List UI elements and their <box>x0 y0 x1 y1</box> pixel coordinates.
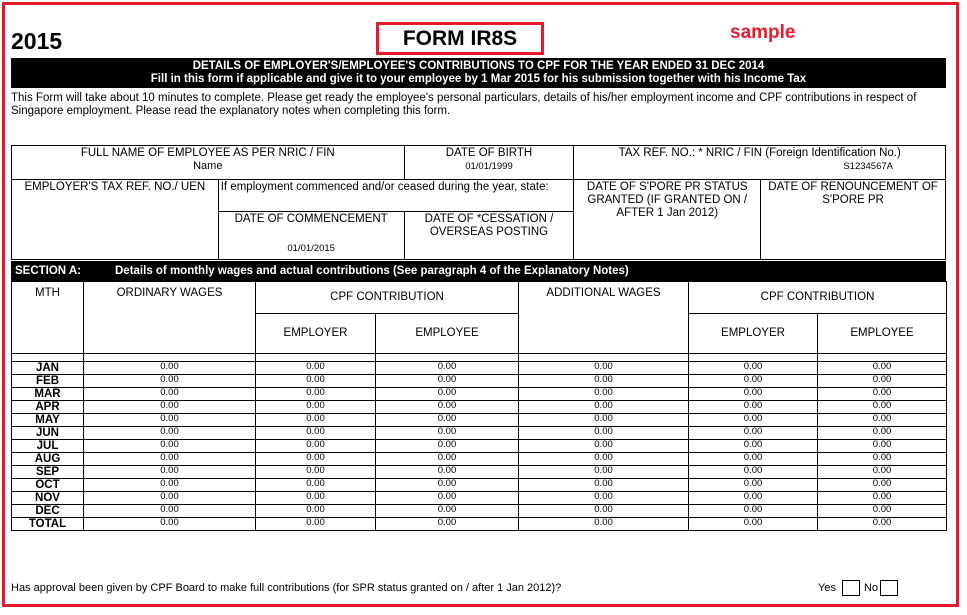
aw-cpf-employer-value[interactable]: 0.00 <box>689 492 818 505</box>
cpf-employer-value[interactable]: 0.00 <box>256 479 376 492</box>
additional-wages-value[interactable]: 0.00 <box>519 440 689 453</box>
ordinary-wages-value[interactable]: 0.00 <box>84 414 256 427</box>
cpf-employer-value[interactable]: 0.00 <box>256 362 376 375</box>
cpf-employer-value[interactable]: 0.00 <box>256 453 376 466</box>
table-row <box>12 466 947 479</box>
month-label: OCT <box>12 479 84 492</box>
aw-cpf-employer-value[interactable]: 0.00 <box>689 427 818 440</box>
tax-ref-value: S1234567A <box>843 161 893 172</box>
pr-renunciation-label: DATE OF RENOUNCEMENT OF S'PORE PR <box>768 181 938 206</box>
aw-cpf-employee-value[interactable]: 0.00 <box>818 414 947 427</box>
employee-name-label: FULL NAME OF EMPLOYEE AS PER NRIC / FIN <box>80 147 335 159</box>
additional-wages-value[interactable]: 0.00 <box>519 518 689 531</box>
additional-wages-value[interactable]: 0.00 <box>519 427 689 440</box>
cpf-employee-value[interactable]: 0.00 <box>376 440 519 453</box>
cpf-employer-value[interactable]: 0.00 <box>256 388 376 401</box>
particulars-table <box>11 145 946 260</box>
table-row <box>12 414 947 427</box>
month-label: JAN <box>12 362 84 375</box>
intro-text: This Form will take about 10 minutes to complete. Please get ready the employee's personal particulars, details of his/her employment income and CPF contributions in respect of Singapore employment. Please read the explanatory notes when completing this form. <box>11 92 917 117</box>
cpf-employee-value[interactable]: 0.00 <box>376 505 519 518</box>
cpf-employer-value[interactable]: 0.00 <box>256 492 376 505</box>
aw-cpf-employer-value[interactable]: 0.00 <box>689 453 818 466</box>
dob-value: 01/01/1999 <box>465 161 513 172</box>
commencement-value: 01/01/2015 <box>287 243 335 254</box>
cpf-employer-value[interactable]: 0.00 <box>256 505 376 518</box>
aw-cpf-employee-value[interactable]: 0.00 <box>818 401 947 414</box>
table-row <box>12 427 947 440</box>
employment-note: If employment commenced and/or ceased during the year, state: <box>220 181 549 193</box>
ordinary-wages-value[interactable]: 0.00 <box>84 466 256 479</box>
additional-wages-value[interactable]: 0.00 <box>519 466 689 479</box>
ordinary-wages-value[interactable]: 0.00 <box>84 518 256 531</box>
banner-line-2: Fill in this form if applicable and give it to your employee by 1 Mar 2015 for his submission together with his Income Tax <box>150 73 807 85</box>
additional-wages-value[interactable]: 0.00 <box>519 362 689 375</box>
ordinary-wages-value[interactable]: 0.00 <box>84 362 256 375</box>
aw-cpf-employer-value[interactable]: 0.00 <box>689 362 818 375</box>
tax-ref-cell[interactable] <box>574 146 946 180</box>
form-banner <box>11 58 946 88</box>
table-row <box>12 479 947 492</box>
aw-cpf-employee-value[interactable]: 0.00 <box>818 518 947 531</box>
table-row <box>12 362 947 375</box>
aw-cpf-employee-value[interactable]: 0.00 <box>818 479 947 492</box>
ordinary-wages-value[interactable]: 0.00 <box>84 453 256 466</box>
aw-cpf-employer-value[interactable]: 0.00 <box>689 388 818 401</box>
cpf-contribution-header-2: CPF CONTRIBUTION <box>689 282 947 314</box>
table-row <box>12 388 947 401</box>
cpf-contribution-header: CPF CONTRIBUTION <box>256 282 519 314</box>
ordinary-wages-value[interactable]: 0.00 <box>84 479 256 492</box>
aw-cpf-employer-value[interactable]: 0.00 <box>689 505 818 518</box>
cpf-employer-value[interactable]: 0.00 <box>256 375 376 388</box>
cessation-cell[interactable] <box>404 212 574 260</box>
cpf-employee-value[interactable]: 0.00 <box>376 453 519 466</box>
table-row <box>12 518 947 531</box>
full-contribution-question: Has approval been given by CPF Board to make full contributions (for SPR status granted on / after 1 Jan 2012)? <box>11 582 562 594</box>
section-a-title: Details of monthly wages and actual contributions (See paragraph 4 of the Explanatory Notes) <box>115 265 629 277</box>
cpf-employer-value[interactable]: 0.00 <box>256 466 376 479</box>
cpf-employer-value[interactable]: 0.00 <box>256 401 376 414</box>
employer-header-2: EMPLOYER <box>689 314 818 354</box>
aw-cpf-employee-value[interactable]: 0.00 <box>818 427 947 440</box>
dob-label: DATE OF BIRTH <box>445 147 533 159</box>
cpf-employee-value[interactable]: 0.00 <box>376 414 519 427</box>
ordinary-wages-value[interactable]: 0.00 <box>84 440 256 453</box>
aw-cpf-employer-value[interactable]: 0.00 <box>689 375 818 388</box>
table-row <box>12 375 947 388</box>
yes-checkbox[interactable] <box>842 580 860 596</box>
additional-wages-value[interactable]: 0.00 <box>519 505 689 518</box>
ordinary-wages-value[interactable]: 0.00 <box>84 505 256 518</box>
cpf-employer-value[interactable]: 0.00 <box>256 427 376 440</box>
cpf-employer-value[interactable]: 0.00 <box>256 518 376 531</box>
employer-tax-ref-cell[interactable] <box>12 180 219 260</box>
employee-name-value: Name <box>193 160 223 172</box>
form-year: 2015 <box>11 28 63 54</box>
month-label: TOTAL <box>12 518 84 531</box>
tax-ref-label: TAX REF. NO.: * NRIC / FIN (Foreign Identification No.) <box>618 147 901 159</box>
ordinary-wages-value[interactable]: 0.00 <box>84 375 256 388</box>
aw-cpf-employer-value[interactable]: 0.00 <box>689 479 818 492</box>
additional-wages-value[interactable]: 0.00 <box>519 492 689 505</box>
additional-wages-header: ADDITIONAL WAGES <box>519 282 689 354</box>
aw-cpf-employer-value[interactable]: 0.00 <box>689 401 818 414</box>
additional-wages-value[interactable]: 0.00 <box>519 401 689 414</box>
aw-cpf-employee-value[interactable]: 0.00 <box>818 375 947 388</box>
ordinary-wages-value[interactable]: 0.00 <box>84 388 256 401</box>
employment-note-cell <box>218 180 574 212</box>
employer-header: EMPLOYER <box>256 314 376 354</box>
yes-no-group <box>818 580 902 596</box>
month-label: MAY <box>12 414 84 427</box>
ordinary-wages-value[interactable]: 0.00 <box>84 401 256 414</box>
cpf-employee-value[interactable]: 0.00 <box>376 427 519 440</box>
no-checkbox[interactable] <box>880 580 898 596</box>
aw-cpf-employee-value[interactable]: 0.00 <box>818 362 947 375</box>
aw-cpf-employee-value[interactable]: 0.00 <box>818 505 947 518</box>
cessation-label: DATE OF *CESSATION / OVERSEAS POSTING <box>424 213 554 238</box>
section-a-label: SECTION A: <box>15 265 82 277</box>
employee-name-cell[interactable] <box>12 146 405 180</box>
pr-granted-cell[interactable] <box>574 180 761 260</box>
table-row <box>12 440 947 453</box>
pr-renunciation-cell[interactable] <box>761 180 946 260</box>
additional-wages-value[interactable]: 0.00 <box>519 479 689 492</box>
employee-header-2: EMPLOYEE <box>818 314 947 354</box>
banner-line-1: DETAILS OF EMPLOYER'S/EMPLOYEE'S CONTRIBUTIONS TO CPF FOR THE YEAR ENDED 31 DEC 2014 <box>192 60 765 72</box>
table-row <box>12 505 947 518</box>
table-row <box>12 453 947 466</box>
ordinary-wages-header: ORDINARY WAGES <box>84 282 256 354</box>
sample-watermark: sample <box>730 22 796 43</box>
cpf-employer-value[interactable]: 0.00 <box>256 414 376 427</box>
cpf-employee-value[interactable]: 0.00 <box>376 492 519 505</box>
dob-cell[interactable] <box>404 146 574 180</box>
cpf-employer-value[interactable]: 0.00 <box>256 440 376 453</box>
cpf-employee-value[interactable]: 0.00 <box>376 362 519 375</box>
commencement-label: DATE OF COMMENCEMENT <box>234 213 388 225</box>
month-label: MAR <box>12 388 84 401</box>
cpf-employee-value[interactable]: 0.00 <box>376 518 519 531</box>
cpf-employee-value[interactable]: 0.00 <box>376 401 519 414</box>
aw-cpf-employee-value[interactable]: 0.00 <box>818 440 947 453</box>
additional-wages-value[interactable]: 0.00 <box>519 414 689 427</box>
form-title: FORM IR8S <box>376 22 544 55</box>
table-row <box>12 492 947 505</box>
additional-wages-value[interactable]: 0.00 <box>519 388 689 401</box>
aw-cpf-employee-value[interactable]: 0.00 <box>818 466 947 479</box>
cpf-employee-value[interactable]: 0.00 <box>376 375 519 388</box>
section-a-header <box>11 261 946 281</box>
cpf-employee-value[interactable]: 0.00 <box>376 466 519 479</box>
ordinary-wages-value[interactable]: 0.00 <box>84 492 256 505</box>
aw-cpf-employer-value[interactable]: 0.00 <box>689 440 818 453</box>
month-label: JUL <box>12 440 84 453</box>
month-label: SEP <box>12 466 84 479</box>
ordinary-wages-value[interactable]: 0.00 <box>84 427 256 440</box>
aw-cpf-employer-value[interactable]: 0.00 <box>689 414 818 427</box>
month-label: APR <box>12 401 84 414</box>
aw-cpf-employer-value[interactable]: 0.00 <box>689 518 818 531</box>
additional-wages-value[interactable]: 0.00 <box>519 375 689 388</box>
table-row <box>12 401 947 414</box>
aw-cpf-employee-value[interactable]: 0.00 <box>818 388 947 401</box>
aw-cpf-employee-value[interactable]: 0.00 <box>818 492 947 505</box>
cpf-employee-value[interactable]: 0.00 <box>376 388 519 401</box>
aw-cpf-employee-value[interactable]: 0.00 <box>818 453 947 466</box>
mth-header: MTH <box>12 282 84 354</box>
monthly-contributions-table <box>11 281 947 531</box>
commencement-cell[interactable] <box>218 212 404 260</box>
employer-tax-ref-label: EMPLOYER'S TAX REF. NO./ UEN <box>24 181 206 193</box>
cpf-employee-value[interactable]: 0.00 <box>376 479 519 492</box>
employee-header: EMPLOYEE <box>376 314 519 354</box>
pr-granted-label: DATE OF S'PORE PR STATUS GRANTED (IF GRANTED ON / AFTER 1 Jan 2012) <box>586 181 748 219</box>
additional-wages-value[interactable]: 0.00 <box>519 453 689 466</box>
aw-cpf-employer-value[interactable]: 0.00 <box>689 466 818 479</box>
month-label: NOV <box>12 492 84 505</box>
month-label: AUG <box>12 453 84 466</box>
month-label: FEB <box>12 375 84 388</box>
yes-label: Yes <box>818 582 836 594</box>
month-label: DEC <box>12 505 84 518</box>
month-label: JUN <box>12 427 84 440</box>
no-label: No <box>863 582 879 594</box>
